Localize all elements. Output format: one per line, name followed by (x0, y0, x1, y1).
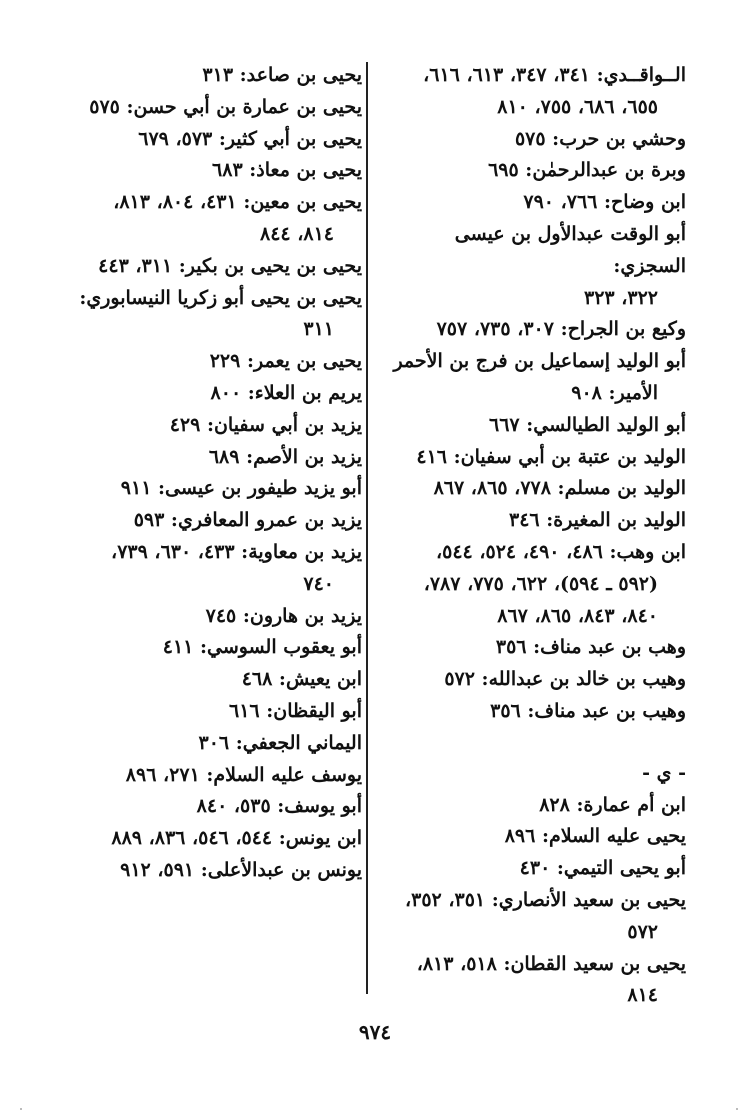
index-entry: أبو يوسف: ٥٣٥، ٨٤٠ (196, 795, 362, 818)
index-entry-continuation: ٧٤٠ (303, 572, 334, 595)
index-entry: وهيب بن عبد مناف: ٣٥٦ (490, 699, 686, 722)
index-entry: وكيع بن الجراح: ٣٠٧، ٧٣٥، ٧٥٧ (436, 318, 686, 341)
index-entry: اليماني الجعفي: ٣٠٦ (198, 731, 362, 754)
index-entry: يحيى بن معين: ٤٣١، ٨٠٤، ٨١٣، (113, 191, 362, 214)
index-entry: أبو يحيى التيمي: ٤٣٠ (519, 857, 686, 880)
index-entry-continuation: ٣٢٢، ٣٢٣ (584, 286, 658, 309)
index-entry: ابن يونس: ٥٤٤، ٥٤٦، ٨٣٦، ٨٨٩ (111, 827, 362, 850)
index-entry: وحشي بن حرب: ٥٧٥ (514, 127, 686, 150)
index-entry: يحيى بن يحيى أبو زكريا النيسابوري: (79, 286, 362, 309)
index-entry: ابن وهب: ٤٨٦، ٤٩٠، ٥٢٤، ٥٤٤، (435, 540, 686, 563)
index-entry: يريم بن العلاء: ٨٠٠ (210, 381, 362, 404)
section-heading-ya: - ي - (642, 761, 686, 784)
index-entry: وهب بن عبد مناف: ٣٥٦ (495, 636, 686, 659)
index-entry: يزيد بن عمرو المعافري: ٥٩٣ (133, 509, 362, 532)
index-entry: ابن أم عمارة: ٨٢٨ (539, 793, 686, 816)
index-entry-continuation: ٣١١ (303, 318, 334, 341)
index-entry: يونس بن عبدالأعلى: ٥٩١، ٩١٢ (120, 858, 362, 881)
index-entry: أبو الوليد إسماعيل بن فرج بن الأحمر (393, 350, 686, 373)
index-entry: وهيب بن خالد بن عبدالله: ٥٧٢ (444, 668, 686, 691)
index-entry-continuation: ٨١٤، ٨٤٤ (260, 222, 334, 245)
index-entry: يحيى بن معاذ: ٦٨٣ (212, 159, 362, 182)
index-entry: يحيى بن سعيد القطان: ٥١٨، ٨١٣، (416, 952, 686, 975)
index-entry: يحيى بن أبي كثير: ٥٧٣، ٦٧٩ (138, 127, 362, 150)
index-entry: يحيى بن سعيد الأنصاري: ٣٥١، ٣٥٢، (405, 888, 686, 911)
index-entry: يزيد بن معاوية: ٤٣٣، ٦٣٠، ٧٣٩، (111, 540, 362, 563)
index-entry: يزيد بن هارون: ٧٤٥ (205, 604, 362, 627)
index-entry-continuation: (٥٩٢ ـ ٥٩٤)، ٦٢٢، ٧٧٥، ٧٨٧، (423, 572, 658, 595)
index-entry: الوليد بن عتبة بن أبي سفيان: ٤١٦ (416, 445, 686, 468)
index-entry: أبو الوقت عبدالأول بن عيسى السجزي: (454, 222, 686, 277)
index-entry: يحيى بن عمارة بن أبي حسن: ٥٧٥ (89, 95, 362, 118)
index-entry: يوسف عليه السلام: ٢٧١، ٨٩٦ (125, 763, 362, 786)
index-entry: يحيى عليه السلام: ٨٩٦ (504, 825, 686, 848)
scan-speck (736, 1108, 738, 1110)
column-divider (366, 62, 368, 994)
index-entry: أبو يزيد طيفور بن عيسى: ٩١١ (120, 477, 362, 500)
index-entry: ابن يعيش: ٤٦٨ (241, 668, 362, 691)
index-entry: وبرة بن عبدالرحمٰن: ٦٩٥ (488, 159, 686, 182)
index-entry: أبو الوليد الطيالسي: ٦٦٧ (489, 413, 686, 436)
index-entry: الــواقــدي: ٣٤١، ٣٤٧، ٦١٣، ٦١٦، (423, 64, 686, 86)
index-entry: أبو يعقوب السوسي: ٤١١ (162, 636, 362, 659)
index-entry-continuation: ٨٤٠، ٨٤٣، ٨٦٥، ٨٦٧ (497, 604, 658, 627)
page-number: ٩٧٤ (358, 1020, 392, 1044)
index-entry-continuation: ٨١٤ (627, 984, 658, 1007)
index-entry: يزيد بن الأصم: ٦٨٩ (208, 445, 362, 468)
index-entry-continuation: ٥٧٢ (627, 920, 658, 943)
index-entry: ابن وضاح: ٧٦٦، ٧٩٠ (523, 191, 686, 214)
index-entry: أبو اليقظان: ٦١٦ (229, 699, 362, 722)
index-entry: يحيى بن يعمر: ٢٢٩ (209, 350, 362, 373)
index-entry: الوليد بن المغيرة: ٣٤٦ (508, 509, 686, 532)
index-entry-continuation: الأمير: ٩٠٨ (571, 381, 658, 404)
scan-speck (20, 1108, 22, 1110)
index-entry: الوليد بن مسلم: ٧٧٨، ٨٦٥، ٨٦٧ (433, 477, 686, 500)
index-column-left (60, 60, 362, 887)
index-column-right (378, 60, 686, 1012)
index-entry: يحيى بن يحيى بن بكير: ٣١١، ٤٤٣ (98, 254, 362, 277)
index-entry: يزيد بن أبي سفيان: ٤٢٩ (169, 413, 362, 436)
section-spacer (378, 728, 686, 758)
index-entry: يحيى بن صاعد: ٣١٣ (202, 64, 362, 86)
index-entry-continuation: ٦٥٥، ٦٨٦، ٧٥٥، ٨١٠ (497, 95, 658, 118)
